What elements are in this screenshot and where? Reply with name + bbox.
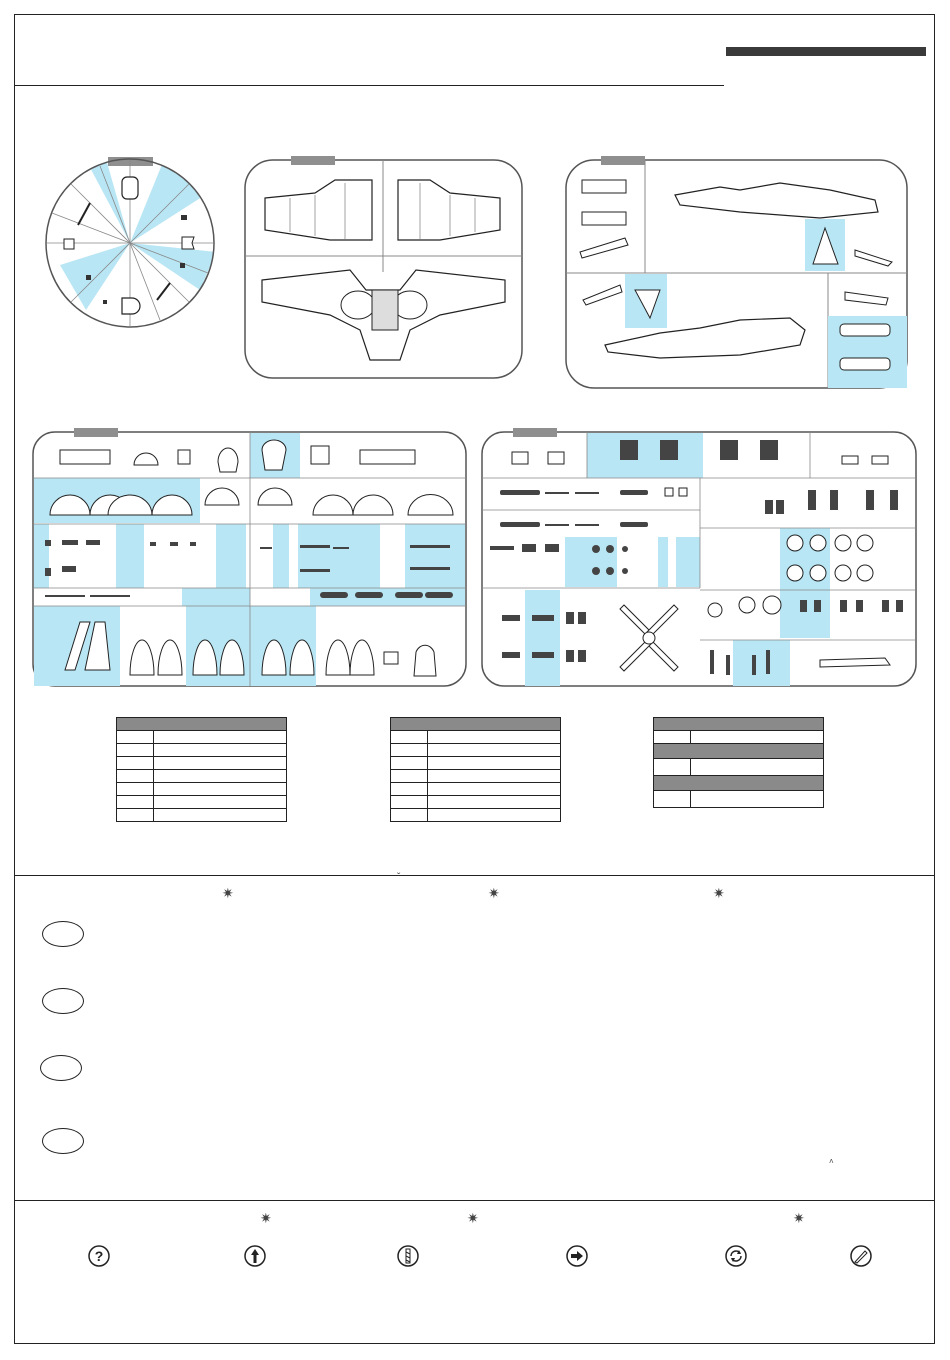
table-1-row xyxy=(154,757,287,770)
separator-mark: ˇ xyxy=(397,872,401,883)
asterisk-icon: ✷ xyxy=(467,1210,479,1226)
asterisk-icon: ✷ xyxy=(713,885,725,901)
table-3-row xyxy=(691,759,824,776)
asterisk-icon: ✷ xyxy=(222,885,234,901)
table-3-section-header xyxy=(654,776,824,791)
language-badge xyxy=(42,1128,84,1154)
rotate-icon xyxy=(725,1245,747,1267)
table-1 xyxy=(116,717,287,822)
table-3-section-header xyxy=(654,744,824,759)
table-2-row xyxy=(428,783,561,796)
table-2-row xyxy=(428,796,561,809)
table-1-row xyxy=(154,809,287,822)
table-3-row xyxy=(691,731,824,744)
up-arrow-icon xyxy=(244,1245,266,1267)
knife-icon xyxy=(850,1245,872,1267)
section-divider-2 xyxy=(14,1200,935,1201)
table-1-row xyxy=(154,770,287,783)
table-1-header xyxy=(117,718,287,731)
drill-icon xyxy=(397,1245,419,1267)
question-icon xyxy=(88,1245,110,1267)
table-2-row xyxy=(428,809,561,822)
table-1-row xyxy=(154,796,287,809)
table-1-row xyxy=(154,731,287,744)
right-arrow-icon xyxy=(566,1245,588,1267)
language-badge xyxy=(40,1055,82,1081)
sprue-details-right xyxy=(482,428,916,686)
language-badge xyxy=(42,921,84,947)
sprue-details-left xyxy=(33,428,466,686)
sprue-wings xyxy=(245,156,522,378)
table-2-header xyxy=(391,718,561,731)
table-2-row xyxy=(428,744,561,757)
table-3 xyxy=(653,717,824,808)
table-3-row xyxy=(691,791,824,808)
svg-text:?: ? xyxy=(94,1248,104,1264)
note-mark: ˄ xyxy=(829,1157,834,1166)
asterisk-icon: ✷ xyxy=(793,1210,805,1226)
table-2-row xyxy=(428,731,561,744)
table-1-row xyxy=(154,744,287,757)
table-2 xyxy=(390,717,561,822)
table-2-row xyxy=(428,757,561,770)
table-3-header xyxy=(654,718,824,731)
sprue-fuselage xyxy=(566,156,907,388)
language-badge xyxy=(42,988,84,1014)
table-2-row xyxy=(428,770,561,783)
asterisk-icon: ✷ xyxy=(488,885,500,901)
sprue-round xyxy=(46,157,216,327)
asterisk-icon: ✷ xyxy=(260,1210,272,1226)
table-1-row xyxy=(154,783,287,796)
